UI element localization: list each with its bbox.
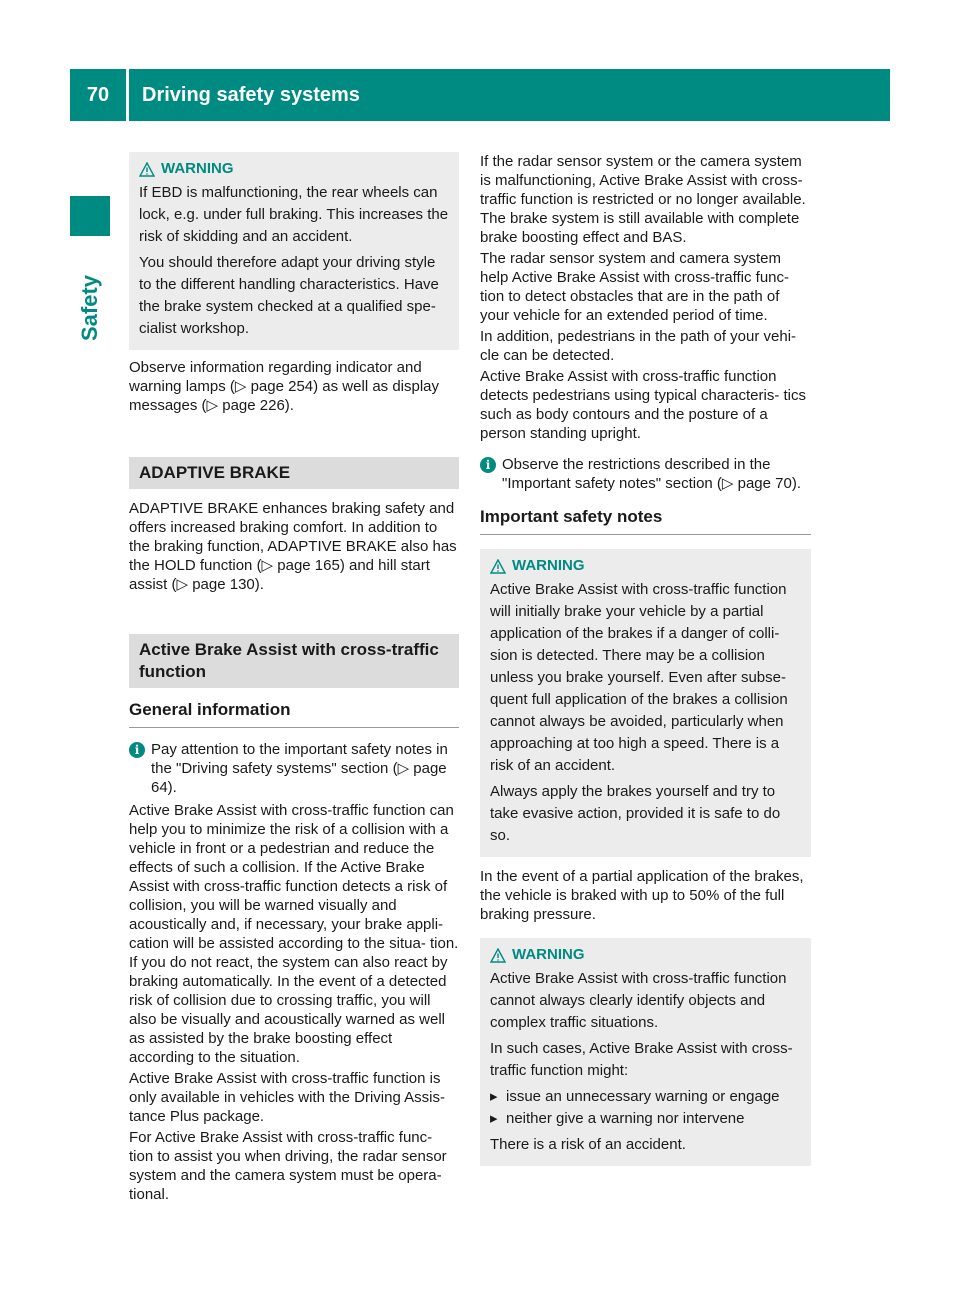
info-icon: i [480,457,496,473]
header-divider [126,69,129,121]
warning-heading [490,944,803,966]
page-number: 70 [86,83,110,106]
warning-text: You should therefore adapt your driving style to the different handling characteristics. Have the brake system checked at a qualified spe- cialist workshop. [139,254,439,337]
warning-text: Active Brake Assist with cross-traffic function cannot always clearly identify objects and complex traffic situations. [490,970,787,1031]
observe-paragraph: Observe information regarding indicator and warning lamps (▷ page 254) as well as display messages (▷ page 226). [129,359,440,414]
subheading-general-information: General information [129,700,459,728]
warning-text: Active Brake Assist with cross-traffic function will initially brake your vehicle by a partial application of the brakes if a danger of colli- sion is detected. There may be a collision unless you brake yourself. Even after subse- quent full application of the brakes a collision cannot always be avoided, particularly when approaching at too high a speed. There is a risk of an accident. [490,581,788,774]
adaptive-brake-paragraph: ADAPTIVE BRAKE enhances braking safety and offers increased braking comfort. In addition to the braking function, ADAPTIVE BRAKE also has the HOLD function (▷ page 165) and hill start assist (▷ page 130). [129,500,457,593]
warning-heading [139,158,451,180]
left-column [129,152,459,1204]
side-tab [70,248,110,368]
warning-label: WARNING [512,946,585,963]
warning-triangle-icon [490,559,506,574]
info-text: Observe the restrictions described in the "Important safety notes" section (▷ page 70). [502,456,802,492]
bullet-item [490,1086,803,1108]
warning-heading [490,555,803,577]
warning-triangle-icon [490,948,506,963]
body-paragraph: Active Brake Assist with cross-traffic function detects pedestrians using typical characteris- tics such as body contours and the posture of a person standing upright. [480,368,806,442]
warning-text: If EBD is malfunctioning, the rear wheels can lock, e.g. under full braking. This increases the risk of skidding and an accident. [139,184,449,245]
side-tab-label: Safety [77,274,102,342]
info-text: Pay attention to the important safety notes in the "Driving safety systems" section (▷ page 64). [151,741,448,796]
info-note [480,455,811,493]
subheading-important-safety-notes: Important safety notes [480,507,811,535]
warning-text: There is a risk of an accident. [490,1136,686,1153]
body-paragraph: In addition, pedestrians in the path of your vehi- cle can be detected. [480,328,797,364]
side-tab-marker [70,196,110,236]
body-paragraph: Active Brake Assist with cross-traffic function can help you to minimize the risk of a collision with a vehicle in front or a pedestrian and reduce the effects of such a collision. If the Active Brake Assist with cross-traffic function detects a risk of collision, you will be warned visually and acoustically and, if necessary, your brake appli- cation will be assisted according to the situa- tion. If you do not react, the system can also react by braking automatically. In the event of a detected risk of collision due to crossing traffic, you will also be visually and acoustically warned as well as assisted by the brake boosting effect according to the situation. [129,802,459,1066]
info-icon: i [129,742,145,758]
warning-box-partial-braking [480,549,811,857]
body-paragraph: Active Brake Assist with cross-traffic function is only available in vehicles with the Driving Assis- tance Plus package. [129,1070,445,1125]
warning-triangle-icon [139,162,155,177]
warning-label: WARNING [161,160,234,177]
warning-text: In such cases, Active Brake Assist with cross- traffic function might: [490,1040,793,1079]
section-heading-adaptive-brake: ADAPTIVE BRAKE [129,457,459,489]
warning-box-identification [480,938,811,1166]
chapter-title: Driving safety systems [142,83,360,106]
body-paragraph: If the radar sensor system or the camera system is malfunctioning, Active Brake Assist with cross-traffic function is restricted or no longer available. The brake system is still available with complete brake boosting effect and BAS. [480,153,806,246]
warning-text: Always apply the brakes yourself and try to take evasive action, provided it is safe to do so. [490,783,781,844]
warning-label: WARNING [512,557,585,574]
body-paragraph: For Active Brake Assist with cross-traffic func- tion to assist you when driving, the radar sensor system and the camera system must be opera- tional. [129,1129,447,1203]
bullet-item [490,1108,803,1130]
bullet-marker: ▸ [490,1110,498,1127]
bullet-text: issue an unnecessary warning or engage [506,1088,780,1105]
body-paragraph: In the event of a partial application of the brakes, the vehicle is braked with up to 50% of the full braking pressure. [480,868,804,923]
right-column [480,152,811,1166]
warning-box-ebd [129,152,459,350]
bullet-text: neither give a warning nor intervene [506,1110,745,1127]
info-note [129,740,459,797]
section-heading-active-brake-assist: Active Brake Assist with cross-traffic function [129,634,459,688]
bullet-marker: ▸ [490,1088,498,1105]
page-header [70,69,890,121]
body-paragraph: The radar sensor system and camera system help Active Brake Assist with cross-traffic func- tion to detect obstacles that are in the path of your vehicle for an extended period of time. [480,250,790,324]
